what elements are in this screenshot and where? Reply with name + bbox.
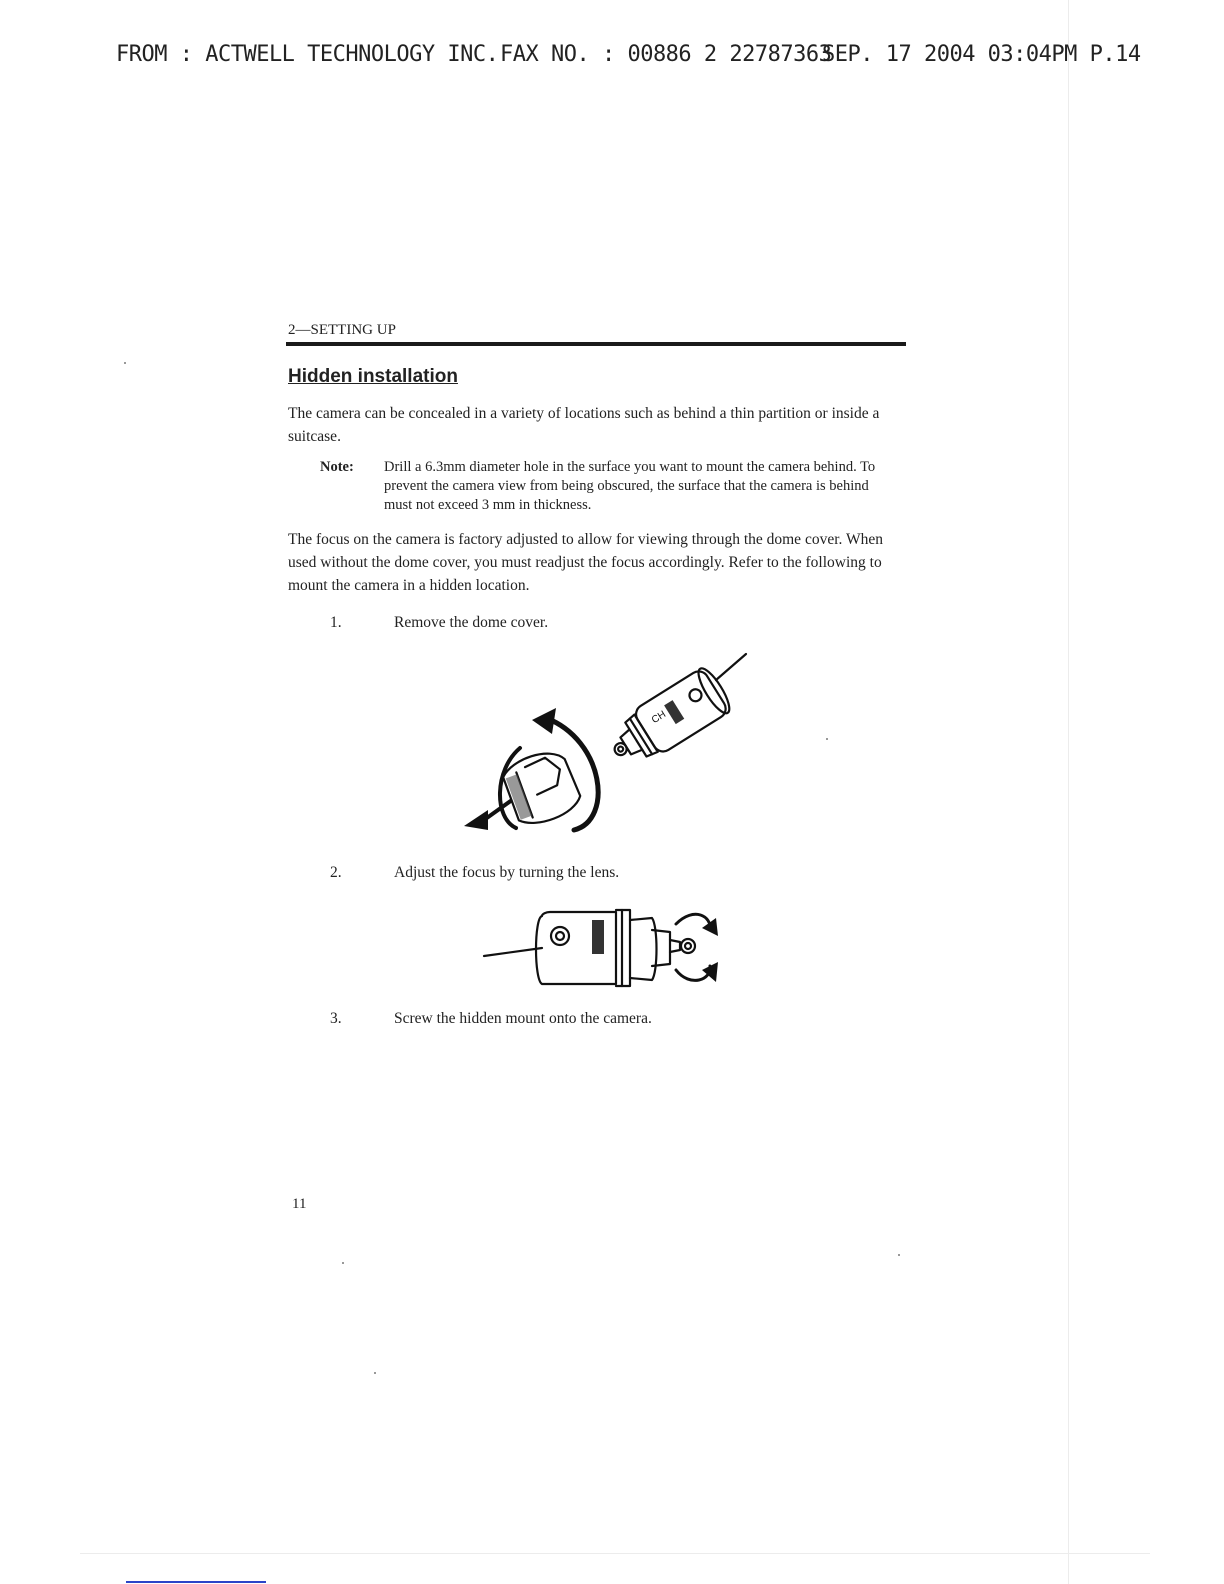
scan-bottom-line (80, 1553, 1150, 1554)
lens-focus-illustration (480, 896, 720, 992)
section-divider (286, 342, 906, 346)
fax-number: FAX NO. : 00886 2 22787363 (500, 42, 832, 67)
step-text: Adjust the focus by turning the lens. (394, 864, 620, 881)
scan-speck (826, 738, 828, 740)
step-number: 3. (330, 1010, 342, 1027)
scan-edge-line (1068, 0, 1069, 1584)
scan-blue-mark (126, 1581, 266, 1583)
fax-date-page: SEP. 17 2004 03:04PM P.14 (822, 42, 1141, 67)
step-number: 2. (330, 864, 342, 881)
fax-sender: FROM : ACTWELL TECHNOLOGY INC. (116, 42, 499, 67)
svg-text:CH: CH (649, 709, 668, 726)
step-text: Screw the hidden mount onto the camera. (394, 1010, 652, 1027)
page-title: Hidden installation (288, 366, 458, 387)
step-number: 1. (330, 614, 342, 631)
focus-paragraph: The focus on the camera is factory adjusted to allow for viewing through the dome cover. When used without the dome cover, you must readjust the focus accordingly. Refer to the following to mount the camera in a hidden location. (288, 531, 883, 594)
note-label: Note: (320, 459, 354, 475)
note-text: Drill a 6.3mm diameter hole in the surface you want to mount the camera behind. To prevent the camera view from being obscured, the surface that the camera is behind must not exceed 3 mm in thickness. (384, 459, 876, 513)
step-text: Remove the dome cover. (394, 614, 549, 631)
section-label: 2—SETTING UP (288, 322, 396, 338)
scan-speck (342, 1262, 344, 1264)
intro-paragraph: The camera can be concealed in a variety of locations such as behind a thin partition or inside a suitcase. (288, 405, 880, 445)
scan-speck (898, 1254, 900, 1256)
fax-header (0, 42, 1224, 76)
scan-speck (374, 1372, 376, 1374)
page-number: 11 (292, 1196, 307, 1212)
dome-cover-removal-illustration (454, 650, 754, 840)
scan-speck (124, 362, 126, 364)
